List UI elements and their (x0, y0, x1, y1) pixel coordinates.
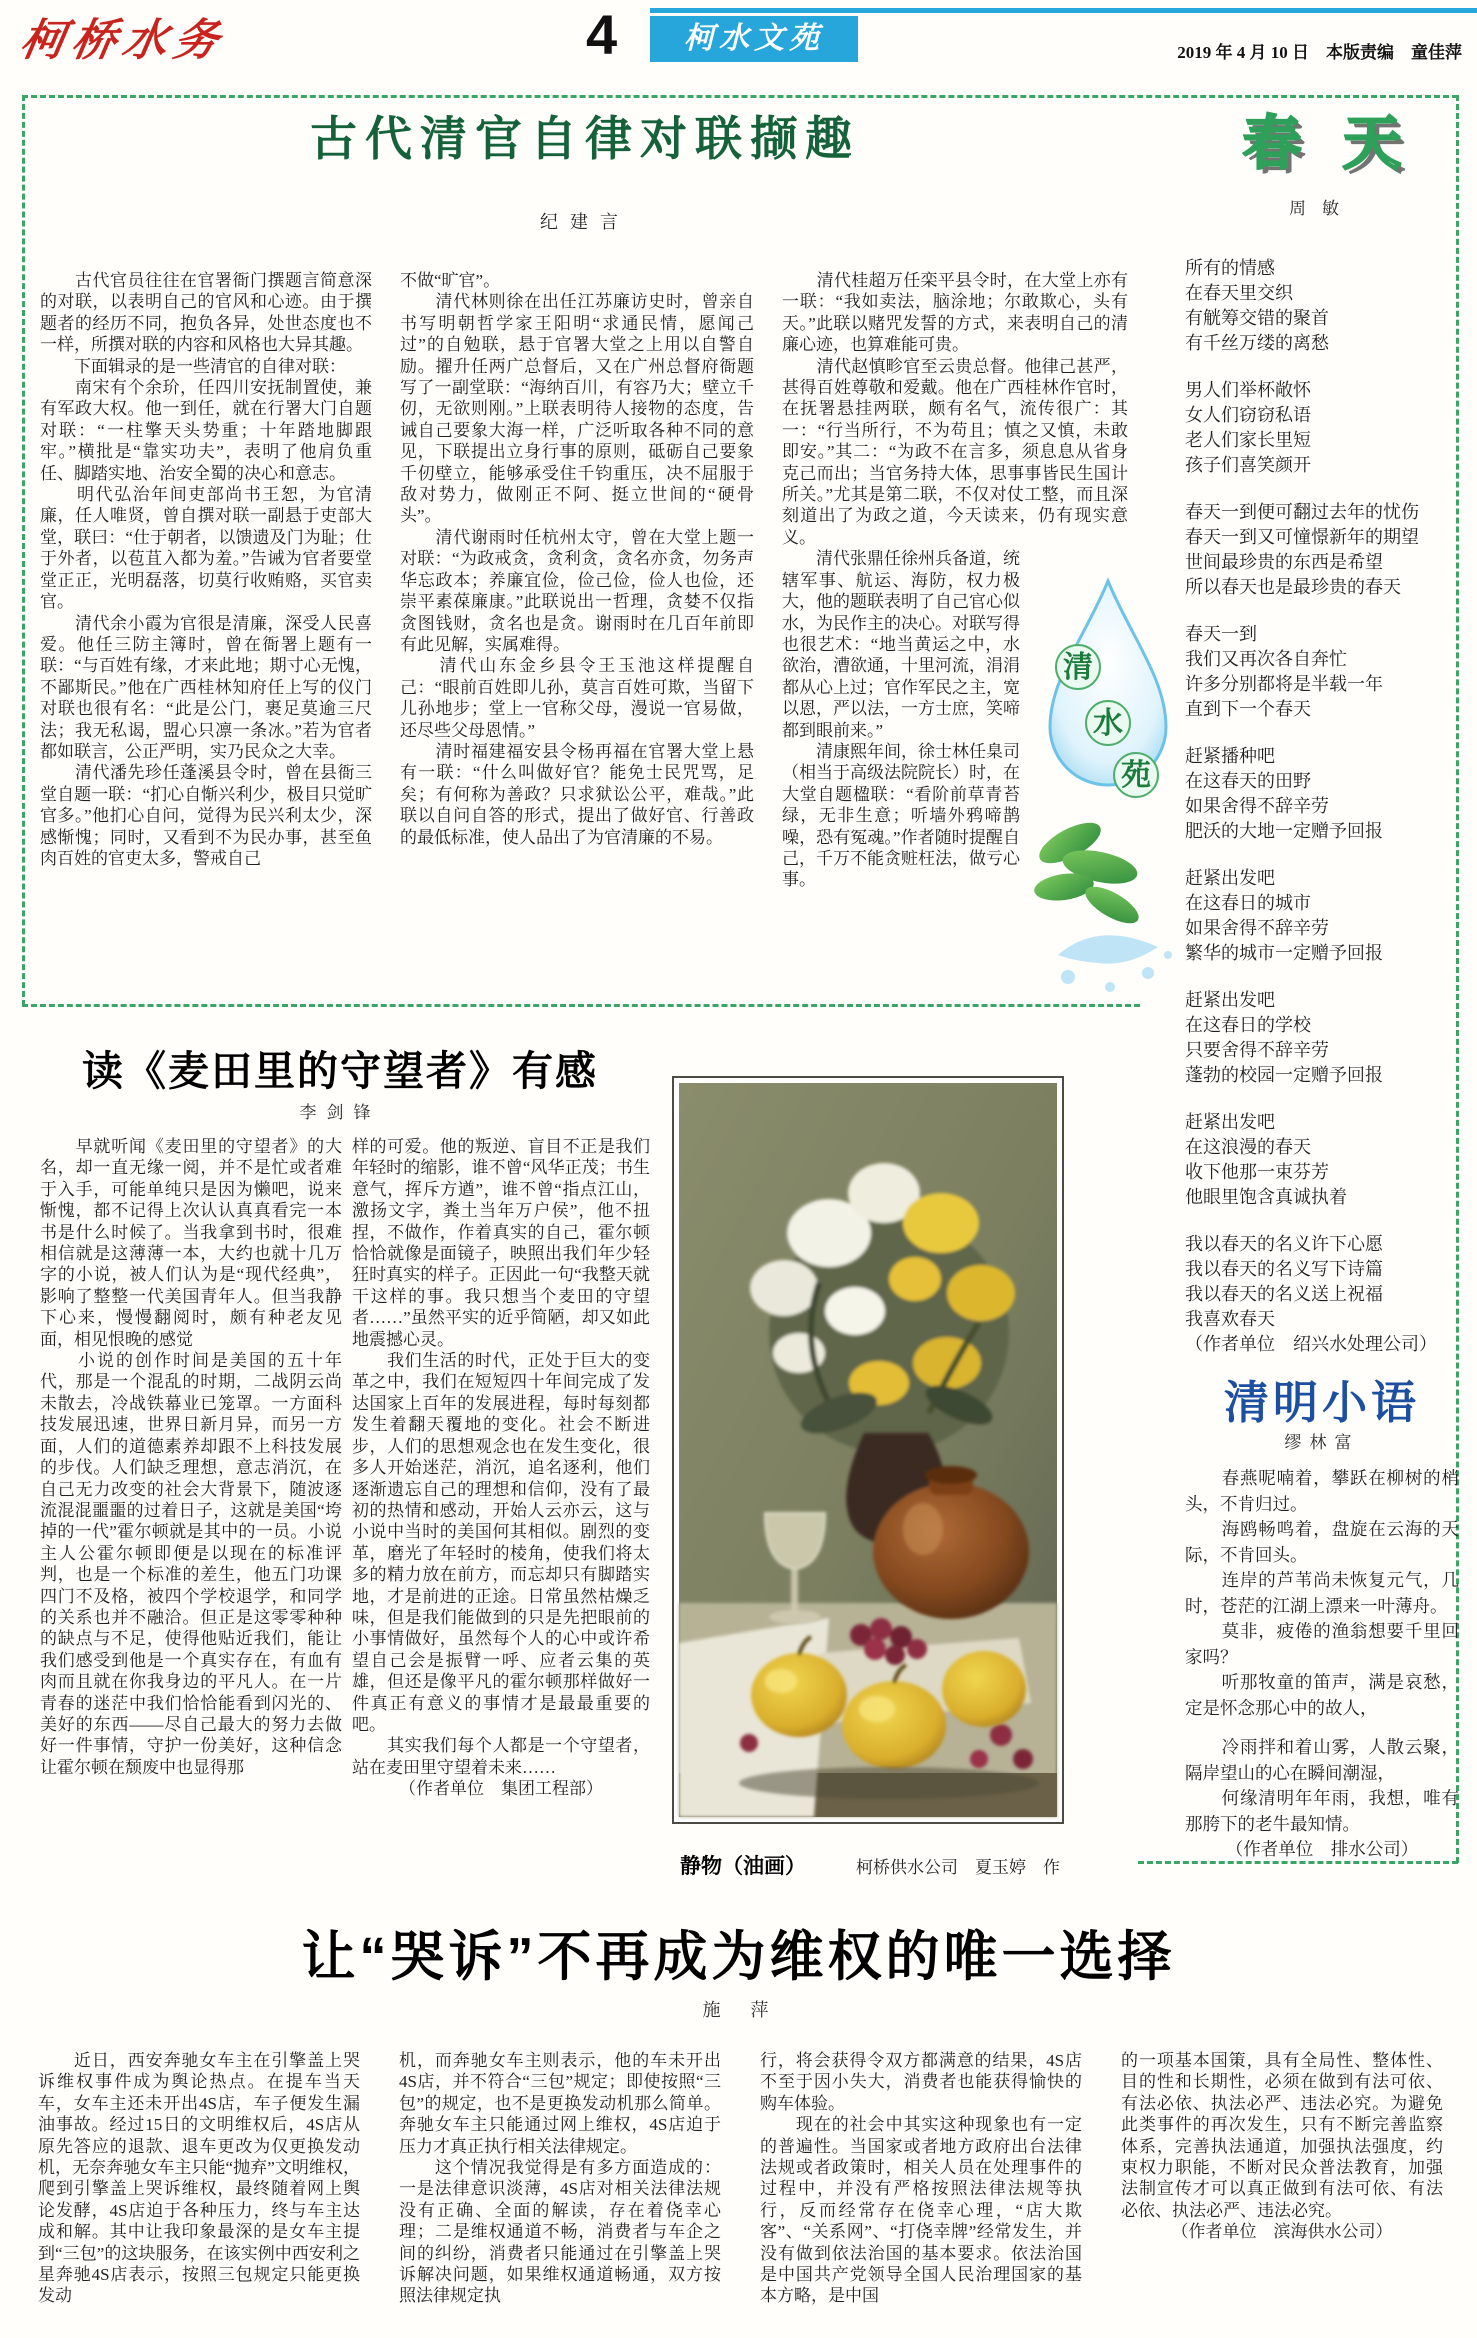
poem-line: 我以春天的名义许下心愿 (1185, 1234, 1383, 1254)
qingming-body (1185, 1466, 1459, 1859)
poem-line: 所以春天也是最珍贵的春天 (1185, 577, 1401, 597)
poem-line: 女人们窃窃私语 (1185, 405, 1311, 425)
paragraph: 下面辑录的是一些清官的自律对联： (40, 356, 346, 376)
paragraph: 清康熙年间，徐士林任臬司（相当于高级法院院长）时，在大堂自题楹联：“看阶前草青苔绿，无非生意；听墙外鸦啼鹊噪，恐有冤魂。”作者随时提醒自己，千万不能贪赃枉法，做亏心事。 (782, 741, 1020, 890)
poem-stanza (1185, 378, 1459, 478)
poem-line: 蓬勃的校园一定赠予回报 (1185, 1065, 1383, 1085)
poem-line: 在这春天的田野 (1185, 771, 1311, 791)
paragraph (1185, 1721, 1459, 1735)
rights-article-title: 让“哭诉”不再成为维权的唯一选择 (301, 1927, 1176, 1987)
couplet-col-3-top (782, 270, 1128, 548)
rights-col-4 (1121, 2050, 1443, 2338)
poem-line: 在这浪漫的春天 (1185, 1137, 1311, 1157)
catcher-col-1 (40, 1136, 342, 1808)
catcher-col-2 (352, 1136, 650, 1808)
paragraph: 清代张鼎任徐州兵备道，统辖军事、航运、海防，权力极大，他的题联表明了自己官心似水，为民作主的决心。对联写得也很艺术：“地当黄运之中，水欲治，漕欲通，十里河流，涓涓都从心上过；官作军民之主，宽以恩，严以法，一方士庶，笑啼都到眼前来。” (782, 549, 1020, 740)
paragraph: 现在的社会中其实这种现象也有一定的普遍性。当国家或者地方政府出台法律法规或者政策时，相关人员在处理事件的过程中，并没有严格按照法律法规等执行，反而经常存在侥幸心理，“店大欺客”、“关系网”、“打侥幸牌”经常发生，并没有做到依法治国的基本要求。依法治国是中国共产党领导全国人民治理国家的基本方略，是中国 (760, 2115, 1082, 2306)
paragraph: 清代山东金乡县令王玉池这样提醒自己：“眼前百姓即儿孙，莫言百姓可欺，当留下儿孙地步；堂上一官称父母，漫说一官易做，还尽些父母恩情。” (400, 656, 754, 740)
poem-line: 直到下一个春天 (1185, 699, 1311, 719)
poem-stanza (1185, 1232, 1459, 1357)
poem-line: 有千丝万缕的离愁 (1185, 333, 1329, 353)
paragraph: 听那牧童的笛声，满是哀愁，定是怀念那心中的故人， (1185, 1672, 1459, 1718)
paragraph: 清代赵慎畛官至云贵总督。他律己甚严，甚得百姓尊敬和爱戴。他在广西桂林作官时，在抚署悬挂两联，颇有名气，流传很广：其一：“行当所行，不为苟且；慎之又慎，未敢即安。”其二：“为政不在言多，须息息从省身克己而出；当官务持大体，思事事皆民生国计所关。”尤其是第二联，不仅对仗工整，而且深刻道出了为政之道，今天读来，仍有现实意义。 (782, 356, 1128, 547)
poem-stanza (1185, 622, 1459, 722)
page-number: 4 (586, 3, 618, 66)
poem-stanza (1185, 256, 1459, 356)
poem-line: 有觥筹交错的聚首 (1185, 308, 1329, 328)
poem-line: 在这春日的城市 (1185, 893, 1311, 913)
poem-line: 在春天里交织 (1185, 283, 1293, 303)
masthead-brand: 柯桥水务 (16, 16, 230, 65)
paragraph: （作者单位 集团工程部） (399, 1779, 603, 1799)
spring-poem-author: 周敏 (1289, 199, 1355, 218)
poem-stanza (1185, 1110, 1459, 1210)
poem-line: 肥沃的大地一定赠予回报 (1185, 821, 1383, 841)
catcher-review-title: 读《麦田里的守望者》有感 (82, 1048, 598, 1094)
poem-line: 在这春日的学校 (1185, 1015, 1311, 1035)
qingming-author: 缪林富 (1284, 1433, 1360, 1452)
catcher-review-author: 李剑锋 (299, 1103, 381, 1122)
poem-line: 老人们家长里短 (1185, 430, 1311, 450)
paragraph: 清代桂超万任栾平县令时，在大堂上亦有一联：“我如卖法，脑涂地；尔敢欺心，头有天。”此联以赌咒发誓的方式，来表明自己的清廉心迹，也算难能可贵。 (782, 271, 1128, 355)
poem-line: 男人们举杯敞怀 (1185, 380, 1311, 400)
section-title-badge: 柯水文苑 (650, 16, 858, 62)
couplet-article-title: 古代清官自律对联撷趣 (310, 114, 860, 166)
dashed-border-left (22, 95, 25, 1006)
paragraph: 莫非，疲倦的渔翁想要千里回家吗？ (1185, 1621, 1459, 1667)
logo-splash (1058, 935, 1172, 992)
painting-caption-title: 静物（油画） (680, 1854, 806, 1878)
poem-stanza (1185, 500, 1459, 600)
paragraph: 近日，西安奔驰女车主在引擎盖上哭诉维权事件成为舆论热点。在提车当天车，女车主还未开出4S店，车子便发生漏油事故。经过15日的文明维权后，4S店从原先答应的退款、退车更改为仅更换发动机，无奈奔驰女车主只能“抛弃”文明维权，爬到引擎盖上哭诉维权，最终随着网上舆论发酵，4S店迫于各种压力，终与车主达成和解。其中让我印象最深的是女车主提到“三包”的这块服务，在该实例中西安利之星奔驰4S店表示，按照三包规定只能更换发动 (38, 2051, 360, 2306)
couplet-article-author: 纪建言 (540, 212, 630, 232)
rights-col-2 (399, 2050, 721, 2338)
paragraph: 这个情况我觉得是有多方面造成的：一是法律意识淡薄，4S店对相关法律法规没有正确、全面的解读，存在着侥幸心理；二是维权通道不畅，消费者与车企之间的纠纷，消费者只能通过在引擎盖上哭诉解决问题，如果维权通道畅通，双方按照法律规定执 (399, 2158, 721, 2306)
qingming-title: 清明小语 (1223, 1377, 1420, 1428)
logo-char-2: 水 (1093, 707, 1123, 740)
poem-line: 赶紧出发吧 (1185, 990, 1275, 1010)
poem-stanza (1185, 988, 1459, 1088)
poem-line: 我以春天的名义送上祝福 (1185, 1284, 1383, 1304)
poem-line: 只要舍得不辞辛劳 (1185, 1040, 1329, 1060)
poem-line: 所有的情感 (1185, 258, 1275, 278)
still-life-painting (672, 1076, 1064, 1824)
paragraph: 其实我们每个人都是一个守望者，站在麦田里守望着未来…… (352, 1736, 650, 1777)
rights-col-1 (38, 2050, 360, 2338)
poem-line: 他眼里饱含真诚执着 (1185, 1187, 1347, 1207)
paragraph: 小说的创作时间是美国的五十年代，那是一个混乱的时期，二战阴云尚未散去，冷战铁幕业已笼罩。一方面科技发展迅速，世界日新月异，而另一方面，人们的道德素养却跟不上科技发展的步伐。人们缺乏理想，意志消沉，在自己无力改变的社会大背景下，随波逐流混混噩噩的过着日子，这就是美国“垮掉的一代”霍尔顿就是其中的一员。小说主人公霍尔顿即便是以现在的标准评判，也是一个标准的差生，他五门功课四门不及格，被四个学校退学，和同学的关系也并不融洽。但正是这零零种种的缺点与不足，使得他贴近我们，能让我们感受到他是一个真实存在，有血有肉而且就在你我身边的平凡人。在一片青春的迷茫中我们恰恰能看到闪光的、美好的东西——尽自己最大的努力去做好一件事情，守护一份美好，这种信念让霍尔顿在颓废中也显得那 (40, 1351, 342, 1777)
poem-stanza (1185, 744, 1459, 844)
poem-stanza (1185, 866, 1459, 966)
poem-line: 繁华的城市一定赠予回报 (1185, 943, 1383, 963)
logo-leaves (1032, 815, 1143, 931)
paragraph: 清代林则徐在出任江苏廉访史时，曾亲自书写明朝哲学家王阳明“求通民情，愿闻己过”的自勉联，悬于官署大堂之上用以自警自励。擢升任两广总督后，又在广州总督府衙题写了一副堂联：“海纳百川，有容乃大；壁立千仞，无欲则刚。”上联表明待人接物的态度，告诫自己要象大海一样，广泛听取各种不同的意见，下联提出立身行事的原则，砥砺自己要象千仞壁立，能够承受住千钧重压，决不屈服于敌对势力，做刚正不阿、挺立世间的“硬骨头”。 (400, 292, 754, 526)
poem-line: 许多分别都将是半载一年 (1185, 674, 1383, 694)
spring-poem-body (1185, 256, 1459, 1354)
poem-line: 我以春天的名义写下诗篇 (1185, 1259, 1383, 1279)
paragraph: 机，而奔驰女车主则表示，他的车未开出4S店，并不符合“三包”规定；即使按照“三包”的规定，也不是更换发动机那么简单。奔驰女车主只能通过网上维权，4S店迫于压力才真正执行相关法律规定。 (399, 2051, 721, 2156)
poem-line: 孩子们喜笑颜开 (1185, 455, 1311, 475)
couplet-col-1 (40, 270, 372, 992)
paragraph: 行，将会获得令双方都满意的结果，4S店不至于因小失大，消费者也能获得愉快的购车体验。 (760, 2051, 1082, 2113)
couplet-col-2 (400, 270, 754, 992)
paragraph: 冷雨拌和着山雾，人散云聚，隔岸望山的心在瞬间潮湿， (1185, 1737, 1459, 1783)
paragraph: 清时福建福安县令杨再福在官署大堂上悬有一联：“什么叫做好官？能免士民咒骂，足矣；有何称为善政？只求狱讼公平，难哉。”此联以自问自答的形式，提出了做好官、行善政的最低标准，使人品出了为官清廉的不易。 (400, 741, 754, 847)
logo-char-3: 苑 (1121, 759, 1151, 792)
dashed-border-bottom-left (22, 1004, 1140, 1007)
paragraph: （作者单位 排水公司） (1225, 1839, 1419, 1859)
paragraph: 古代官员往往在官署衙门撰题言简意深的对联，以表明自己的官风和心迹。由于撰题者的经历不同，抱负各异，处世态度也不一样，所撰对联的内容和风格也大异其趣。 (40, 271, 372, 355)
water-drop-logo (1028, 575, 1188, 1005)
paragraph: 春燕呢喃着，攀跃在柳树的梢头，不肯归过。 (1185, 1468, 1459, 1514)
spring-poem-title: 春天 (1242, 111, 1443, 176)
poem-line: （作者单位 绍兴水处理公司） (1185, 1334, 1437, 1354)
poem-line: 我们又再次各自奔忙 (1185, 649, 1347, 669)
dateline: 2019 年 4 月 10 日 本版责编 童佳萍 (1177, 43, 1462, 62)
poem-line: 我喜欢春天 (1185, 1309, 1275, 1329)
logo-char-1: 清 (1063, 651, 1093, 684)
paragraph: 海鸥畅鸣着，盘旋在云海的天际，不肯回头。 (1185, 1519, 1459, 1565)
poem-line: 春天一到便可翻过去年的忧伤 (1185, 502, 1419, 522)
paragraph: 南宋有个余玠，任四川安抚制置使，兼有军政大权。他一到任，就在行署大门自题对联：“一柱擎天头势重；十年踏地脚跟牢。”横批是“靠实功夫”，表明了他肩负重任、脚踏实地、治安全蜀的决心和意志。 (40, 378, 372, 483)
paragraph: 样的可爱。他的叛逆、盲目不正是我们年轻时的缩影，谁不曾“风华正茂；书生意气，挥斥方遒”，谁不曾“指点江山，激扬文字，粪土当年万户侯”，他不扭捏，不做作，作着真实的自己，霍尔顿恰恰就像是面镜子，映照出我们年少轻狂时真实的样子。正因此一句“我整天就干这样的事。我只想当个麦田的守望者……”虽然平实的近乎简陋，却又如此地震撼心灵。 (352, 1137, 650, 1349)
rights-article-author: 施 萍 (702, 2000, 775, 2020)
painting-caption-credit: 柯桥供水公司 夏玉婷 作 (856, 1858, 1060, 1877)
poem-line: 如果舍得不辞辛劳 (1185, 796, 1329, 816)
poem-line: 收下他那一束芬芳 (1185, 1162, 1329, 1182)
paragraph: 清代潘先珍任蓬溪县令时，曾在县衙三堂自题一联：“扪心自惭兴利少，极目只觉旷官多。”他扪心自问，觉得为民兴利太少，深感惭愧；同时，又看到不为民办事，甚至鱼肉百姓的官吏太多，警戒自己 (40, 763, 372, 868)
poem-line: 春天一到又可憧憬新年的期望 (1185, 527, 1419, 547)
poem-line: 赶紧出发吧 (1185, 868, 1275, 888)
paragraph: 我们生活的时代，正处于巨大的变革之中，我们在短短四十年间完成了发达国家上百年的发展进程，每时每刻都发生着翻天覆地的变化。社会不断进步，人们的思想观念也在发生变化，很多人开始迷茫，消沉，追名逐利，他们逐渐遗忘自己的理想和信仰，没有了最初的热情和感动，开始人云亦云，这与小说中当时的美国何其相似。剧烈的变革，磨光了年轻时的棱角，使我们将太多的精力放在前方，而忘却只有脚踏实地，才是前进的正途。日常虽然枯燥乏味，但是我们能做到的只是先把眼前的小事情做好，虽然每个人的心中或许希望自己会是振臂一呼、应者云集的英雄，但还是像平凡的霍尔顿那样做好一件真正有意义的事情才是最最重要的吧。 (352, 1351, 650, 1734)
poem-line: 春天一到 (1185, 624, 1257, 644)
poem-line: 世间最珍贵的东西是希望 (1185, 552, 1383, 572)
rights-col-3 (760, 2050, 1082, 2338)
poem-line: 赶紧出发吧 (1185, 1112, 1275, 1132)
paragraph: （作者单位 滨海供水公司） (1171, 2222, 1393, 2242)
poem-line: 如果舍得不辞辛劳 (1185, 918, 1329, 938)
paragraph: 的一项基本国策，具有全局性、整体性、目的性和长期性，必须在做到有法可依、有法必依、执法必严、违法必究。为避免此类事件的再次发生，只有不断完善监察体系，完善执法通道，加强执法强度，约束权力职能，不断对民众普法教育，加强法制宣传才可以真正做到有法可依、有法必依、执法必严、违法必究。 (1121, 2051, 1443, 2220)
paragraph: 早就听闻《麦田里的守望者》的大名，却一直无缘一阅，并不是忙或者难于入手，可能单纯只是因为懒吧，说来惭愧，都不记得上次认认真真看完一本书是什么时候了。当我拿到书时，很难相信就是这薄薄一本，大约也就十几万字的小说，被人们认为是“现代经典”，影响了整整一代美国青年人。但当我静下心来，慢慢翻阅时，颇有种老友见面，相见恨晚的感觉 (40, 1137, 342, 1349)
paragraph: 何缘清明年年雨，我想，唯有那胯下的老牛最知情。 (1185, 1788, 1459, 1834)
painting-caption (680, 1850, 1060, 1880)
poem-line: 赶紧播种吧 (1185, 746, 1275, 766)
paragraph: 不做“旷官”。 (400, 271, 501, 290)
paragraph: 清代余小霞为官很是清廉，深受人民喜爱。他任三防主簿时，曾在衙署上题有一联：“与百姓有缘，才来此地；期寸心无愧，不鄙斯民。”他在广西桂林知府任上写的仪门对联也很有名：“此是公门，裹足莫逾三尺法；我无私谒，盟心只凛一条冰。”若为官者都如联言，公正严明，实乃民众之大幸。 (40, 613, 372, 761)
paragraph: 清代谢雨时任杭州太守，曾在大堂上题一对联：“为政戒贪，贪利贪，贪名亦贪，勿务声华忘政本；养廉宜俭，俭己俭，俭人也俭，还崇平素葆廉康。”此联说出一哲理，贪婪不仅指贪图钱财，贪名也是贪。谢雨时在几百年前即有此见解，实属难得。 (400, 527, 754, 654)
paragraph: 连岸的芦苇尚未恢复元气，几时，苍茫的江湖上漂来一叶薄舟。 (1185, 1570, 1459, 1616)
paragraph: 明代弘治年间吏部尚书王恕，为官清廉，任人唯贤，曾自撰对联一副悬于吏部大堂，联曰：“仕于朝者，以馈遗及门为耻；仕于外者，以苞苴入都为羞。”告诫为官者要堂堂正正，光明磊落，切莫行收贿赂，买官卖官。 (40, 485, 372, 612)
masthead-rule (650, 8, 1477, 13)
